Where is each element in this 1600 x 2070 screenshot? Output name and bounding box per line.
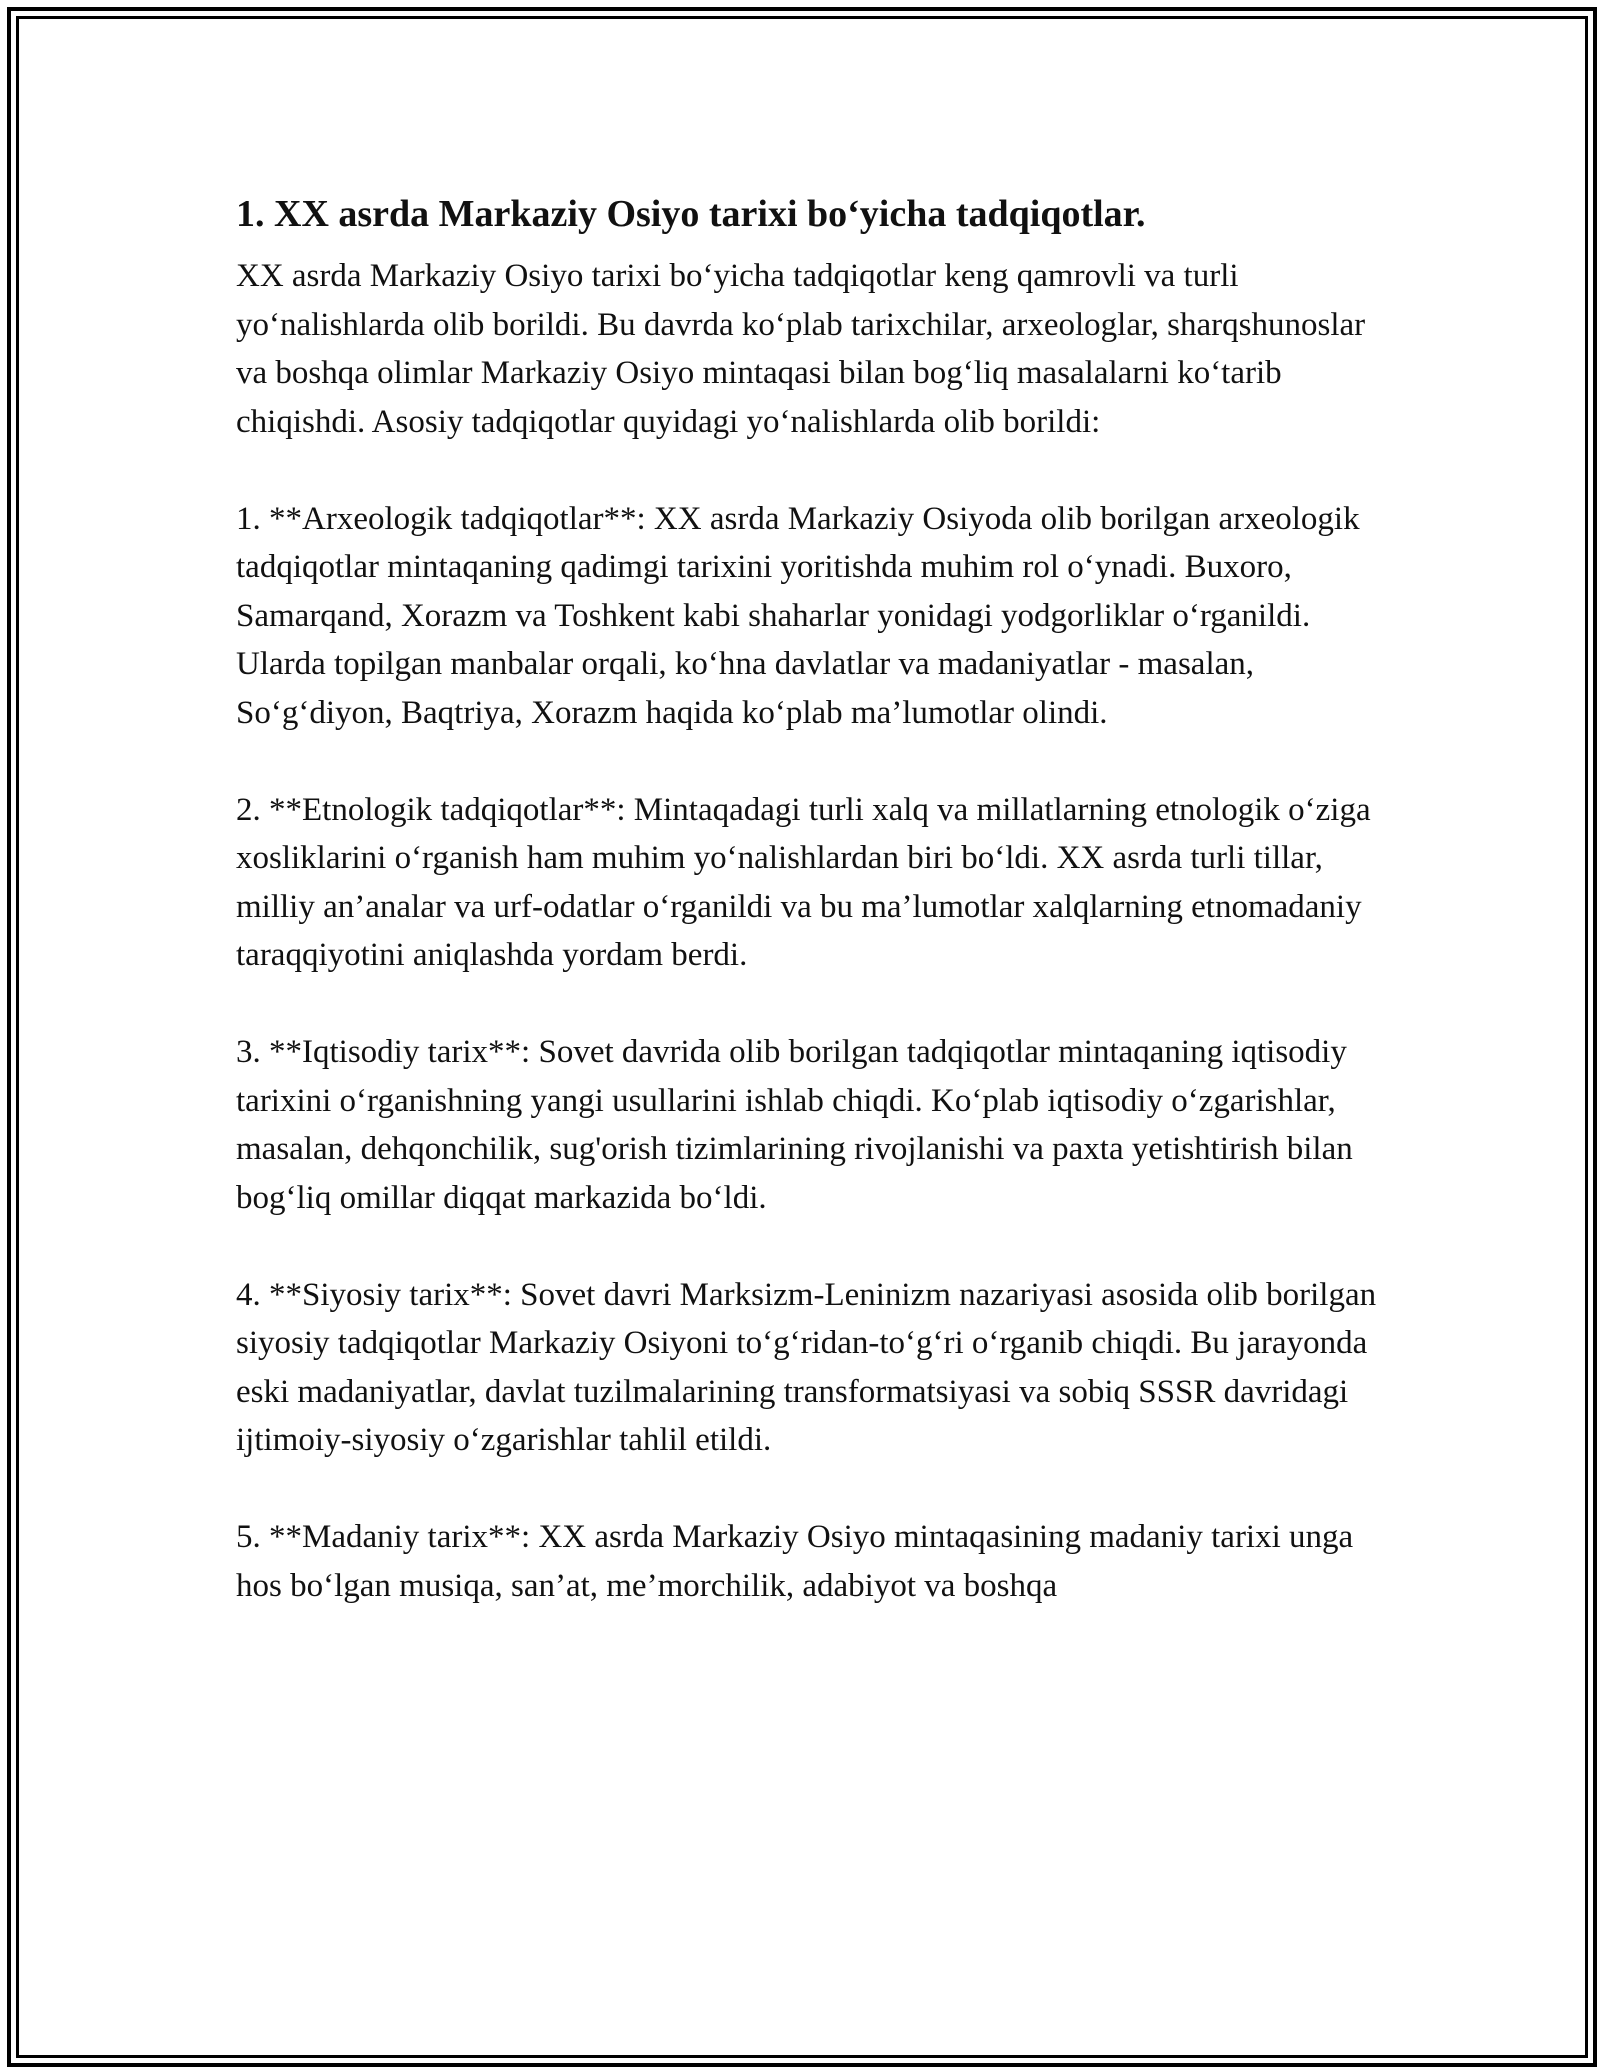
intro-paragraph: XX asrda Markaziy Osiyo tarixi bo‘yicha tadqiqotlar keng qamrovli va turli yo‘nalishlarda olib borildi. Bu davrda ko‘plab tarixchilar, arxeologlar, sharqshunoslar va boshqa olimlar Markaziy Osiyo mintaqasi bilan bog‘liq masalalarni ko‘tarib chiqishdi. Asosiy tadqiqotlar quyidagi yo‘nalishlarda olib borildi: (236, 258, 1366, 440)
section-heading: 1. XX asrda Markaziy Osiyo tarixi bo‘yicha tadqiqotlar. (236, 193, 1146, 235)
list-item-ethnology: 2. **Etnologik tadqiqotlar**: Mintaqadagi turli xalq va millatlarning etnologik o‘ziga xosliklarini o‘rganish ham muhim yo‘nalishlardan biri bo‘ldi. XX asrda turli tillar, milliy an’analar va urf-odatlar o‘rganildi va bu ma’lumotlar xalqlarning etnomadaniy taraqqiyotini aniqlashda yordam berdi. (236, 791, 1371, 973)
list-item-cultural-history: 5. **Madaniy tarix**: XX asrda Markaziy Osiyo mintaqasining madaniy tarixi unga hos bo‘lgan musiqa, san’at, me’morchilik, adabiyot va boshqa (236, 1519, 1354, 1604)
list-item-economic-history: 3. **Iqtisodiy tarix**: Sovet davrida olib borilgan tadqiqotlar mintaqaning iqtisodiy tarixini o‘rganishning yangi usullarini ishlab chiqdi. Ko‘plab iqtisodiy o‘zgarishlar, masalan, dehqonchilik, sug'orish tizimlarining rivojlanishi va paxta yetishtirish bilan bog‘liq omillar diqqat markazida bo‘ldi. (236, 1034, 1353, 1216)
document-body (236, 186, 1386, 1659)
list-item-political-history: 4. **Siyosiy tarix**: Sovet davri Marksizm-Leninizm nazariyasi asosida olib borilgan siyosiy tadqiqotlar Markaziy Osiyoni to‘g‘ridan-to‘g‘ri o‘rganib chiqdi. Bu jarayonda eski madaniyatlar, davlat tuzilmalarining transformatsiyasi va sobiq SSSR davridagi ijtimoiy-siyosiy o‘zgarishlar tahlil etildi. (236, 1276, 1377, 1458)
list-item-archaeology: 1. **Arxeologik tadqiqotlar**: XX asrda Markaziy Osiyoda olib borilgan arxeologik tadqiqotlar mintaqaning qadimgi tarixini yoritishda muhim rol o‘ynadi. Buxoro, Samarqand, Xorazm va Toshkent kabi shaharlar yonidagi yodgorliklar o‘rganildi. Ularda topilgan manbalar orqali, ko‘hna davlatlar va madaniyatlar - masalan, So‘g‘diyon, Baqtriya, Xorazm haqida ko‘plab ma’lumotlar olindi. (236, 500, 1360, 731)
